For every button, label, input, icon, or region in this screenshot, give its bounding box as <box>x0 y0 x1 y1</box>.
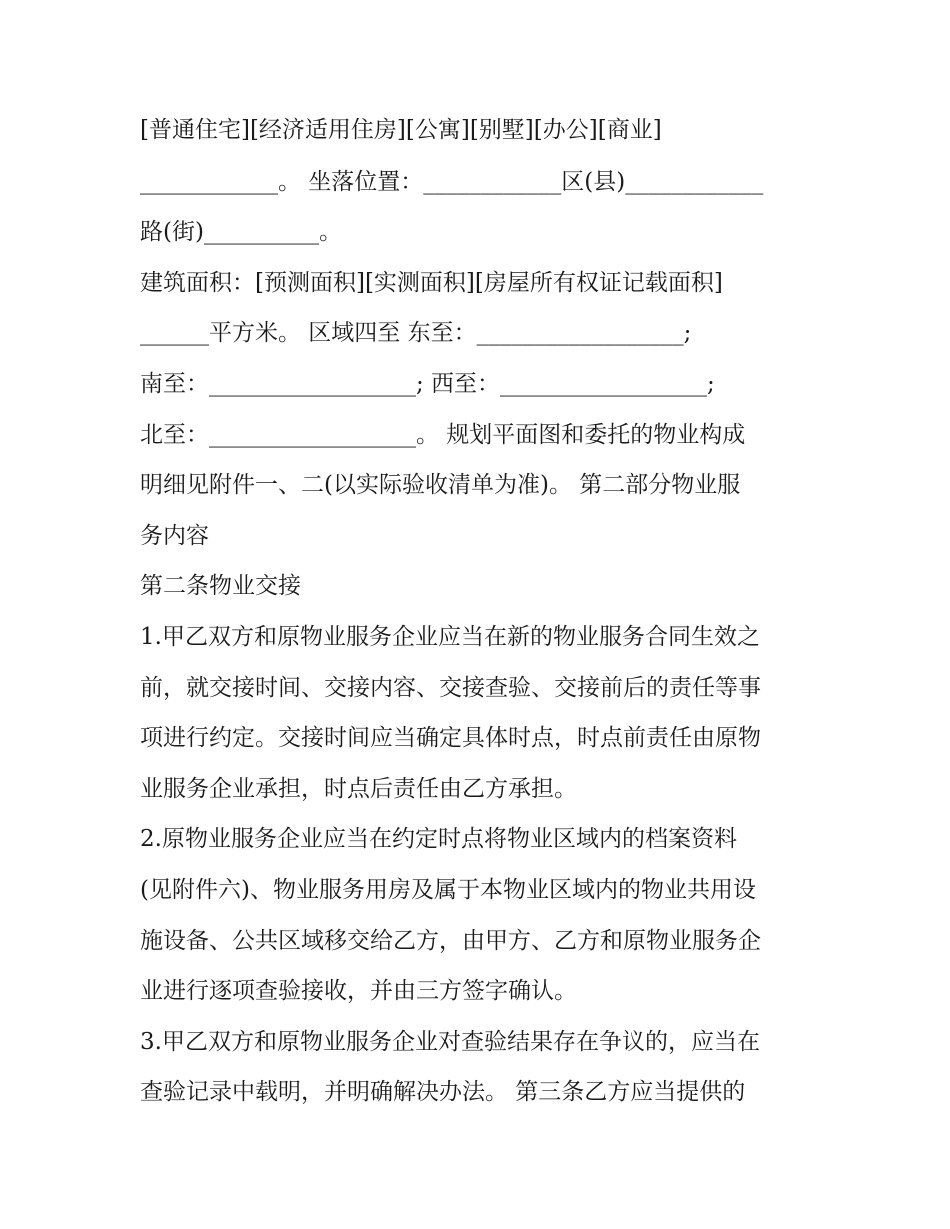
text-line: 南至：__________________; 西至：__________________; <box>140 371 715 397</box>
text-line: ____________。 坐落位置：____________区(县)____________ <box>140 169 764 195</box>
text-line: 施设备、公共区域移交给乙方，由甲方、乙方和原物业服务企 <box>140 928 761 954</box>
section-heading: 第二条物业交接 <box>140 573 301 599</box>
text-line: 业服务企业承担，时点后责任由乙方承担。 <box>140 776 577 802</box>
text-line: 2.原物业服务企业应当在约定时点将物业区域内的档案资料 <box>140 826 737 852</box>
text-line: 1.甲乙双方和原物业服务企业应当在新的物业服务合同生效之 <box>140 624 760 650</box>
text-line: 路(街)__________。 <box>140 219 342 245</box>
text-line: 北至：__________________。 规划平面图和委托的物业构成 <box>140 422 746 448</box>
text-line: 业进行逐项查验接收，并由三方签字确认。 <box>140 978 577 1004</box>
text-line: ______平方米。 区域四至 东至：__________________; <box>140 320 692 346</box>
text-line: 项进行约定。交接时间应当确定具体时点，时点前责任由原物 <box>140 725 761 751</box>
text-line: 查验记录中载明，并明确解决办法。 第三条乙方应当提供的 <box>140 1079 746 1105</box>
text-line: (见附件六)、物业服务用房及属于本物业区域内的物业共用设 <box>140 877 756 903</box>
text-line: 务内容 <box>140 523 209 549</box>
text-line: 前，就交接时间、交接内容、交接查验、交接前后的责任等事 <box>140 675 761 701</box>
text-line: 建筑面积：[预测面积][实测面积][房屋所有权证记载面积] <box>140 270 723 296</box>
text-line: 3.甲乙双方和原物业服务企业对查验结果存在争议的，应当在 <box>140 1029 760 1055</box>
text-line: 明细见附件一、二(以实际验收清单为准)。 第二部分物业服 <box>140 472 741 498</box>
text-line: [普通住宅][经济适用住房][公寓][别墅][办公][商业] <box>140 117 662 143</box>
